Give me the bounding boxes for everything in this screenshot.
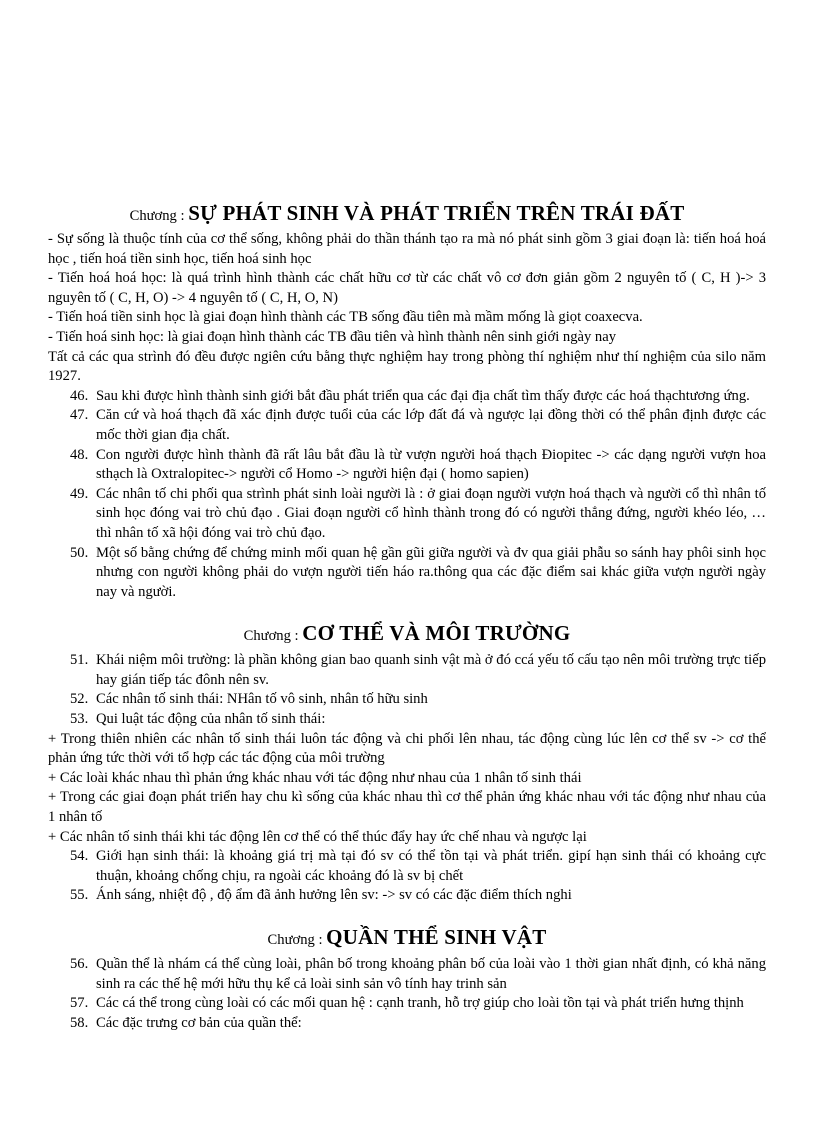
chapter-heading-2	[48, 620, 766, 649]
list-text: Các cá thể trong cùng loài có các mối quan hệ : cạnh tranh, hỗ trợ giúp cho loài tồn tại và phát triển hưng thịnh	[96, 995, 744, 1012]
paragraph: - Tiến hoá sinh học: là giai đoạn hình thành các TB đầu tiên và hình thành nên sinh giới ngày nay	[48, 328, 616, 345]
list-number: 53.	[70, 711, 89, 728]
list-item	[48, 710, 766, 730]
list-item	[48, 690, 766, 710]
list-item	[48, 387, 766, 407]
list-number: 54.	[70, 848, 89, 865]
list-number: 51.	[70, 652, 89, 669]
plus-line: + Các loài khác nhau thì phản ứng khác nhau với tác động như nhau của 1 nhân tố sinh thái	[48, 769, 582, 786]
plus-line: + Trong các giai đoạn phát triển hay chu kì sống của khác nhau thì cơ thể phản ứng khác nhau với tác động như nhau của 1 nhân tố	[48, 789, 766, 826]
list-text: Ánh sáng, nhiệt độ , độ ẩm đã ảnh hưởng lên sv: -> sv có các đặc điểm thích nghi	[96, 887, 572, 904]
list-item	[48, 994, 766, 1014]
chapter-title: CƠ THỂ VÀ MÔI TRƯỜNG	[302, 621, 571, 646]
chapter-heading-3	[48, 924, 766, 953]
list-text: Các nhân tố sinh thái: NHân tố vô sinh, nhân tố hữu sinh	[96, 691, 428, 708]
list-number: 47.	[70, 407, 89, 424]
list-number: 49.	[70, 485, 89, 502]
list-text: Căn cứ và hoá thạch đã xác định được tuổi của các lớp đất đá và ngược lại đồng thời có thể phân định được các mốc thời gian địa chất.	[96, 407, 766, 443]
list-number: 52.	[70, 691, 89, 708]
list-number: 57.	[70, 995, 89, 1012]
list-number: 56.	[70, 956, 89, 972]
paragraph: - Sự sống là thuộc tính của cơ thể sống, không phải do thần thánh tạo ra mà nó phát sinh gồm 3 giai đoạn là: tiến hoá hoá học , tiến hoá tiền sinh học, tiến hoá sinh học	[48, 231, 766, 267]
plus-line: + Trong thiên nhiên các nhân tố sinh thái luôn tác động và chi phối lên nhau, tác động cùng lúc lên cơ thể sv -> cơ thể phản ứng tức thời với tổ hợp các tác động của môi trường	[48, 730, 766, 767]
list-text: Các nhân tố chi phối qua strình phát sinh loài người là : ở giai đoạn người vượn hoá thạch và người cổ thì nhân tố sinh học đóng vai trò chủ đạo . Giai đoạn người cổ hình thành trong đó có người thẳng đứng, người khéo léo, … thì nhân tố xã hội đóng vai trò chủ đạo.	[96, 485, 766, 541]
list-text: Một số bằng chứng để chứng minh mối quan hệ gần gũi giữa người và đv qua giải phẫu so sánh hay phôi sinh học nhưng con người không phải do vượn người tiến háo ra.thông qua các đặc điểm sai khác giữa vượn người ngày nay và người.	[96, 544, 766, 600]
list-item	[48, 651, 766, 690]
list-item	[48, 544, 766, 603]
document-page	[48, 200, 766, 1033]
list-number: 50.	[70, 544, 89, 561]
list-item	[48, 485, 766, 544]
list-item	[48, 406, 766, 445]
list-text: Các đặc trưng cơ bản của quần thể:	[96, 1014, 302, 1031]
list-text: Qui luật tác động của nhân tố sinh thái:	[96, 711, 326, 728]
list-item	[48, 955, 766, 994]
list-number: 48.	[70, 446, 89, 463]
list-item	[48, 1014, 766, 1034]
list-text: Sau khi được hình thành sinh giới bắt đầu phát triển qua các đại địa chất tìm thấy được các hoá thạchtương ứng.	[96, 387, 750, 404]
chapter-prefix: Chương :	[129, 208, 185, 224]
plus-line: + Các nhân tố sinh thái khi tác động lên cơ thể có thể thúc đẩy hay ức chế nhau và ngược lại	[48, 828, 587, 845]
chapter-title: SỰ PHÁT SINH VÀ PHÁT TRIỂN TRÊN TRÁI ĐẤT	[188, 201, 685, 225]
chapter-prefix: Chương :	[243, 628, 299, 645]
paragraph: - Tiến hoá tiền sinh học là giai đoạn hình thành các TB sống đầu tiên mà mầm mống là giọt coaxecva.	[48, 309, 643, 326]
list-item	[48, 446, 766, 485]
chapter-heading-1	[48, 200, 766, 229]
list-number: 58.	[70, 1014, 89, 1031]
paragraph: Tất cả các qua strình đó đều được ngiên cứu bằng thực nghiệm hay trong phòng thí nghiệm như thí nghiệm của silo năm 1927.	[48, 348, 766, 385]
list-text: Giới hạn sinh thái: là khoảng giá trị mà tại đó sv có thể tồn tại và phát triển. gipí hạn sinh thái có khoảng cực thuận, khoảng chống chịu, ra ngoài các khoảng đó là sv bị chết	[96, 848, 766, 884]
list-item	[48, 886, 766, 906]
list-text: Con người được hình thành đã rất lâu bắt đầu là từ vượn người hoá thạch Điopitec -> các dạng người vượn hoa sthạch là Oxtralopitec-> người cổ Homo -> người hiện đại ( homo sapien)	[96, 446, 766, 483]
list-number: 55.	[70, 887, 89, 904]
list-text: Khái niệm môi trường: là phần không gian bao quanh sinh vật mà ở đó ccá yếu tố cấu tạo nên môi trường trực tiếp hay gián tiếp tác đônh nên sv.	[96, 652, 766, 688]
paragraph: - Tiến hoá hoá học: là quá trình hình thành các chất hữu cơ từ các chất vô cơ đơn giản gồm 2 nguyên tố ( C, H )-> 3 nguyên tố ( C, H, O) -> 4 nguyên tố ( C, H, O, N)	[48, 270, 766, 306]
list-text: Quần thể là nhám cá thể cùng loài, phân bố trong khoảng phân bố của loài vào 1 thời gian nhất định, có khả năng sinh ra các thế hệ mới hữu thụ kể cả loài sinh sản vô tính hay trinh sản	[96, 956, 766, 992]
chapter-title: QUẦN THỂ SINH VẬT	[326, 925, 547, 949]
list-item	[48, 847, 766, 886]
chapter-prefix: Chương :	[267, 932, 323, 948]
list-number: 46.	[70, 387, 89, 404]
